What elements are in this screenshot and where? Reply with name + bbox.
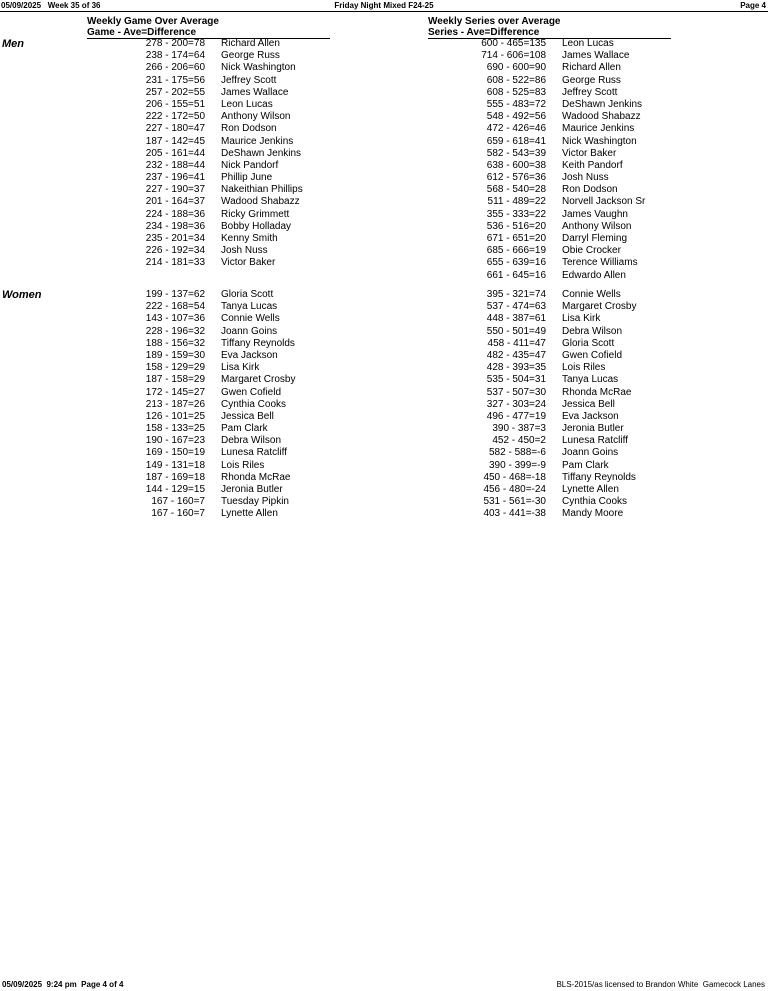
bowler-name: Rhonda McRae <box>562 386 632 398</box>
list-item <box>426 411 726 423</box>
bowler-name: DeShawn Jenkins <box>562 98 643 110</box>
bowler-name: Victor Baker <box>562 147 617 159</box>
score-difference: 655 - 639=16 <box>486 257 546 269</box>
bowler-name: Wadood Shabazz <box>221 196 300 208</box>
bowler-name: Nakeithian Phillips <box>221 184 303 196</box>
list-item <box>85 99 385 111</box>
series-section-title: Weekly Series over Average <box>428 16 561 27</box>
bowler-name: Lisa Kirk <box>562 313 601 325</box>
list-item <box>426 350 726 362</box>
list-item <box>85 123 385 135</box>
list-item <box>426 313 726 325</box>
score-difference: 257 - 202=55 <box>145 86 205 98</box>
bowler-name: Ron Dodson <box>562 184 618 196</box>
bowler-name: Pam Clark <box>221 423 268 435</box>
score-difference: 167 - 160=7 <box>151 496 205 508</box>
list-item <box>85 196 385 208</box>
list-item <box>85 399 385 411</box>
series-column-header <box>428 16 671 39</box>
list-item <box>426 221 726 233</box>
score-difference: 395 - 321=74 <box>486 289 546 300</box>
list-item <box>85 387 385 399</box>
game-section-subtitle: Game - Ave=Difference <box>87 27 330 39</box>
score-difference: 235 - 201=34 <box>145 233 205 244</box>
list-item <box>85 148 385 160</box>
list-item <box>426 123 726 135</box>
bowler-name: Pam Clark <box>562 459 609 471</box>
women-game-list <box>85 289 385 521</box>
score-difference: 582 - 543=39 <box>486 147 546 159</box>
score-difference: 428 - 393=35 <box>486 362 546 374</box>
score-difference: 226 - 192=34 <box>145 245 205 257</box>
list-item <box>426 62 726 74</box>
bowler-name: Lunesa Ratcliff <box>562 435 628 447</box>
bowler-name: Norvell Jackson Sr <box>562 196 646 208</box>
list-item <box>85 289 385 301</box>
list-item <box>426 172 726 184</box>
score-difference: 535 - 504=31 <box>486 374 546 386</box>
score-difference: 661 - 645=16 <box>486 269 546 281</box>
list-item <box>85 136 385 148</box>
bowler-name: Lois Riles <box>221 459 265 471</box>
list-item <box>426 435 726 447</box>
men-game-list <box>85 38 385 270</box>
bowler-name: Lynette Allen <box>221 508 278 520</box>
list-item <box>426 447 726 459</box>
bowler-name: Jeronia Butler <box>562 423 624 435</box>
bowler-name: Joann Goins <box>562 447 619 459</box>
score-difference: 158 - 133=25 <box>145 423 205 435</box>
bowler-name: Josh Nuss <box>221 245 268 257</box>
page-number: Page 4 <box>740 1 766 10</box>
bowler-name: Debra Wilson <box>221 435 282 447</box>
bowler-name: Nick Washington <box>221 62 296 74</box>
bowler-name: Gwen Cofield <box>562 349 623 361</box>
list-item <box>426 508 726 520</box>
score-difference: 482 - 435=47 <box>486 349 546 361</box>
score-difference: 224 - 188=36 <box>145 208 205 220</box>
list-item <box>85 75 385 87</box>
list-item <box>85 313 385 325</box>
bowler-name: Cynthia Cooks <box>221 398 287 410</box>
score-difference: 158 - 129=29 <box>145 362 205 374</box>
score-difference: 537 - 474=63 <box>486 301 546 313</box>
score-difference: 228 - 196=32 <box>145 325 205 337</box>
bowler-name: Victor Baker <box>221 257 276 269</box>
bowler-name: Wadood Shabazz <box>562 111 641 123</box>
score-difference: 671 - 651=20 <box>486 233 546 244</box>
bowler-name: Anthony Wilson <box>562 220 632 232</box>
report-header-bar <box>0 0 768 12</box>
list-item <box>85 301 385 313</box>
score-difference: 452 - 450=2 <box>492 435 546 447</box>
list-item <box>85 172 385 184</box>
list-item <box>85 50 385 62</box>
list-item <box>85 184 385 196</box>
score-difference: 550 - 501=49 <box>486 325 546 337</box>
score-difference: 201 - 164=37 <box>145 196 205 208</box>
bowler-name: Tanya Lucas <box>221 301 278 313</box>
bowler-name: Jeronia Butler <box>221 484 283 495</box>
bowler-name: Eva Jackson <box>221 349 278 361</box>
score-difference: 355 - 333=22 <box>486 208 546 220</box>
score-difference: 327 - 303=24 <box>486 398 546 410</box>
series-section-subtitle: Series - Ave=Difference <box>428 27 671 39</box>
list-item <box>426 326 726 338</box>
bowler-name: Gwen Cofield <box>221 386 282 398</box>
list-item <box>426 99 726 111</box>
score-difference: 638 - 600=38 <box>486 159 546 171</box>
list-item <box>426 87 726 99</box>
score-difference: 172 - 145=27 <box>145 386 205 398</box>
score-difference: 206 - 155=51 <box>145 98 205 110</box>
bowler-name: Nick Pandorf <box>221 159 279 171</box>
list-item <box>426 301 726 313</box>
bowler-name: Joann Goins <box>221 325 278 337</box>
score-difference: 456 - 480=-24 <box>483 484 546 495</box>
list-item <box>426 484 726 496</box>
score-difference: 511 - 489=22 <box>487 196 546 208</box>
score-difference: 458 - 411=47 <box>487 337 546 349</box>
list-item <box>426 362 726 374</box>
list-item <box>426 338 726 350</box>
score-difference: 144 - 129=15 <box>145 484 205 495</box>
score-difference: 237 - 196=41 <box>145 172 205 184</box>
bowler-name: Josh Nuss <box>562 172 609 184</box>
score-difference: 448 - 387=61 <box>486 313 546 325</box>
bowler-name: Margaret Crosby <box>562 301 637 313</box>
score-difference: 149 - 131=18 <box>145 459 205 471</box>
report-date-week: 05/09/2025 Week 35 of 36 <box>1 1 101 10</box>
list-item <box>426 270 726 282</box>
bowler-name: Phillip June <box>221 172 273 184</box>
list-item <box>85 435 385 447</box>
score-difference: 582 - 588=-6 <box>489 447 546 459</box>
score-difference: 232 - 188=44 <box>145 159 205 171</box>
score-difference: 659 - 618=41 <box>486 135 546 147</box>
bowler-name: Richard Allen <box>562 62 621 74</box>
bowler-name: Rhonda McRae <box>221 471 291 483</box>
list-item <box>426 75 726 87</box>
score-difference: 187 - 158=29 <box>145 374 205 386</box>
bowler-name: Maurice Jenkins <box>562 123 635 135</box>
bowler-name: Nick Washington <box>562 135 637 147</box>
list-item <box>426 50 726 62</box>
list-item <box>426 257 726 269</box>
list-item <box>85 447 385 459</box>
bowler-name: Obie Crocker <box>562 245 621 257</box>
score-difference: 612 - 576=36 <box>486 172 546 184</box>
men-series-list <box>426 38 726 282</box>
list-item <box>85 111 385 123</box>
list-item <box>85 221 385 233</box>
bowler-name: George Russ <box>221 50 280 62</box>
score-difference: 568 - 540=28 <box>486 184 546 196</box>
score-difference: 213 - 187=26 <box>145 398 205 410</box>
bowler-name: James Vaughn <box>562 208 628 220</box>
score-difference: 205 - 161=44 <box>145 147 205 159</box>
bowler-name: Lisa Kirk <box>221 362 260 374</box>
score-difference: 143 - 107=36 <box>145 313 205 325</box>
list-item <box>426 289 726 301</box>
bowler-name: Lunesa Ratcliff <box>221 447 287 459</box>
bowler-name: George Russ <box>562 74 621 86</box>
list-item <box>85 233 385 245</box>
list-item <box>85 350 385 362</box>
bowler-name: Tiffany Reynolds <box>562 471 636 483</box>
list-item <box>426 233 726 245</box>
list-item <box>85 326 385 338</box>
score-difference: 390 - 387=3 <box>492 423 546 435</box>
score-difference: 608 - 525=83 <box>486 86 546 98</box>
list-item <box>85 460 385 472</box>
list-item <box>85 472 385 484</box>
bowler-name: Jeffrey Scott <box>562 86 618 98</box>
list-item <box>85 423 385 435</box>
list-item <box>426 245 726 257</box>
score-difference: 537 - 507=30 <box>486 386 546 398</box>
bowler-name: Anthony Wilson <box>221 111 291 123</box>
score-difference: 238 - 174=64 <box>145 50 205 62</box>
bowler-name: Leon Lucas <box>221 98 273 110</box>
bowler-name: Connie Wells <box>221 313 280 325</box>
bowler-name: Bobby Holladay <box>221 220 292 232</box>
list-item <box>426 148 726 160</box>
score-difference: 199 - 137=62 <box>145 289 205 300</box>
bowler-name: James Wallace <box>221 86 289 98</box>
league-name: Friday Night Mixed F24-25 <box>334 1 434 10</box>
score-difference: 214 - 181=33 <box>145 257 205 269</box>
bowler-name: Connie Wells <box>562 289 621 300</box>
score-difference: 227 - 190=37 <box>145 184 205 196</box>
score-difference: 714 - 606=108 <box>481 50 546 62</box>
bowler-name: Tiffany Reynolds <box>221 337 295 349</box>
score-difference: 231 - 175=56 <box>145 74 205 86</box>
list-item <box>85 62 385 74</box>
score-difference: 555 - 483=72 <box>486 98 546 110</box>
bowler-name: Maurice Jenkins <box>221 135 294 147</box>
score-difference: 222 - 168=54 <box>145 301 205 313</box>
score-difference: 403 - 441=-38 <box>483 508 546 520</box>
list-item <box>426 184 726 196</box>
score-difference: 600 - 465=135 <box>481 38 546 49</box>
men-section-label: Men <box>2 38 24 50</box>
list-item <box>85 508 385 520</box>
score-difference: 390 - 399=-9 <box>489 459 546 471</box>
game-section-title: Weekly Game Over Average <box>87 16 219 27</box>
bowler-name: Keith Pandorf <box>562 159 623 171</box>
score-difference: 472 - 426=46 <box>486 123 546 135</box>
footer-timestamp: 05/09/2025 9:24 pm Page 4 of 4 <box>2 980 124 989</box>
list-item <box>426 472 726 484</box>
list-item <box>85 374 385 386</box>
bowler-name: DeShawn Jenkins <box>221 147 302 159</box>
bowler-name: Ron Dodson <box>221 123 277 135</box>
score-difference: 531 - 561=-30 <box>483 496 546 508</box>
score-difference: 234 - 198=36 <box>145 220 205 232</box>
list-item <box>426 399 726 411</box>
bowler-name: James Wallace <box>562 50 630 62</box>
score-difference: 278 - 200=78 <box>145 38 205 49</box>
list-item <box>426 209 726 221</box>
footer-license: BLS-2015/as licensed to Brandon White Gamecock Lanes <box>556 980 765 989</box>
list-item <box>426 496 726 508</box>
bowler-name: Jessica Bell <box>562 398 615 410</box>
score-difference: 188 - 156=32 <box>145 337 205 349</box>
score-difference: 167 - 160=7 <box>151 508 205 520</box>
score-difference: 685 - 666=19 <box>486 245 546 257</box>
score-difference: 189 - 159=30 <box>145 349 205 361</box>
bowler-name: Leon Lucas <box>562 38 614 49</box>
list-item <box>85 496 385 508</box>
list-item <box>426 38 726 50</box>
list-item <box>85 257 385 269</box>
bowler-name: Terence Williams <box>562 257 638 269</box>
bowler-name: Eva Jackson <box>562 410 619 422</box>
list-item <box>426 160 726 172</box>
score-difference: 187 - 142=45 <box>145 135 205 147</box>
list-item <box>85 338 385 350</box>
score-difference: 690 - 600=90 <box>486 62 546 74</box>
score-difference: 450 - 468=-18 <box>483 471 546 483</box>
list-item <box>426 387 726 399</box>
list-item <box>85 411 385 423</box>
bowler-name: Margaret Crosby <box>221 374 296 386</box>
list-item <box>85 245 385 257</box>
list-item <box>426 374 726 386</box>
list-item <box>85 38 385 50</box>
game-column-header <box>87 16 330 39</box>
list-item <box>426 423 726 435</box>
list-item <box>85 484 385 496</box>
list-item <box>85 160 385 172</box>
score-difference: 222 - 172=50 <box>145 111 205 123</box>
score-difference: 126 - 101=25 <box>145 410 205 422</box>
list-item <box>85 209 385 221</box>
bowler-name: Gloria Scott <box>562 337 615 349</box>
bowler-name: Kenny Smith <box>221 233 278 244</box>
list-item <box>426 136 726 148</box>
bowler-name: Tuesday Pipkin <box>221 496 289 508</box>
score-difference: 548 - 492=56 <box>486 111 546 123</box>
bowler-name: Tanya Lucas <box>562 374 619 386</box>
list-item <box>426 111 726 123</box>
bowler-name: Edwardo Allen <box>562 269 626 281</box>
bowler-name: Gloria Scott <box>221 289 274 300</box>
bowler-name: Lynette Allen <box>562 484 619 495</box>
list-item <box>85 87 385 99</box>
bowler-name: Cynthia Cooks <box>562 496 628 508</box>
score-difference: 190 - 167=23 <box>145 435 205 447</box>
bowler-name: Mandy Moore <box>562 508 624 520</box>
bowler-name: Richard Allen <box>221 38 280 49</box>
score-difference: 496 - 477=19 <box>486 410 546 422</box>
bowler-name: Ricky Grimmett <box>221 208 290 220</box>
score-difference: 169 - 150=19 <box>145 447 205 459</box>
score-difference: 187 - 169=18 <box>145 471 205 483</box>
score-difference: 608 - 522=86 <box>486 74 546 86</box>
list-item <box>426 196 726 208</box>
list-item <box>85 362 385 374</box>
bowler-name: Jessica Bell <box>221 410 274 422</box>
women-series-list <box>426 289 726 521</box>
score-difference: 227 - 180=47 <box>145 123 205 135</box>
bowler-name: Debra Wilson <box>562 325 623 337</box>
list-item <box>426 460 726 472</box>
score-difference: 266 - 206=60 <box>145 62 205 74</box>
bowler-name: Lois Riles <box>562 362 606 374</box>
score-difference: 536 - 516=20 <box>486 220 546 232</box>
women-section-label: Women <box>2 289 42 301</box>
bowler-name: Jeffrey Scott <box>221 74 277 86</box>
bowler-name: Darryl Fleming <box>562 233 628 244</box>
